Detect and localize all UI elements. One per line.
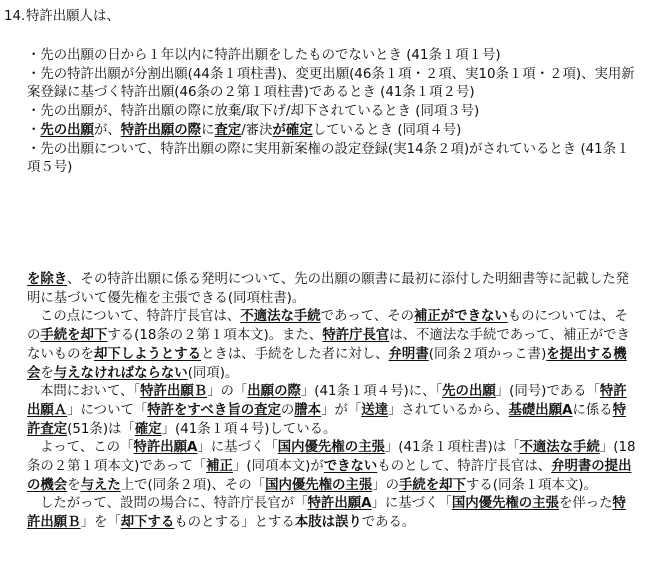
- emphasis-underline: [322, 328, 389, 343]
- emphasis-underline: [121, 123, 201, 138]
- emphasis-text: 特許出願Ｂ: [140, 384, 208, 400]
- text-run: であって、その: [320, 309, 415, 325]
- text-run: 」(41条１項柱書)は「: [384, 440, 520, 456]
- text-run: 」(41条１項４号)に、「: [300, 384, 443, 400]
- emphasis-text: 国内優先権の主張: [265, 477, 373, 493]
- text-run: に係る: [572, 402, 613, 418]
- bold-text: 本肢は誤り: [294, 515, 362, 531]
- text-run: ・先の特許出願が分割出願(44条１項柱書)、変更出願(46条１項・２項、実10条１項・２項)、実用新案登録に基づく特許出願(46条の２第１項柱書)であるとき (41条１項２号): [27, 66, 635, 101]
- emphasis-text: 不適法な手続: [519, 440, 600, 456]
- text-run: 」(同項本文)が: [232, 459, 324, 475]
- emphasis-underline: [294, 403, 321, 418]
- emphasis-text: 弁明書の提出の機会: [27, 459, 632, 493]
- text-run: は、不適法な手続であって、補正ができないものを: [27, 328, 630, 362]
- emphasis-text: 却下しようとする: [93, 346, 202, 362]
- explanation-paragraph: [27, 271, 639, 308]
- text-run: この点について、特許庁長官は、: [40, 309, 241, 325]
- text-run: 」の: [372, 477, 399, 493]
- emphasis-underline: [40, 123, 94, 138]
- emphasis-underline: [147, 403, 281, 418]
- text-run: 上で(同条２項)、その「: [120, 477, 266, 493]
- emphasis-underline: [81, 478, 121, 493]
- text-run: 」に基づく「: [371, 496, 452, 512]
- text-run: ものについては、その: [27, 309, 628, 344]
- text-run: ・先の出願について、特許出願の際に実用新案権の設定登録(実14条２項)がされているとき (41条１項５号): [27, 141, 630, 176]
- emphasis-underline: [399, 478, 466, 493]
- emphasis-underline: [278, 440, 385, 455]
- exception-item: [27, 141, 639, 178]
- emphasis-underline: [135, 422, 162, 437]
- emphasis-text: 不適法な手続: [240, 309, 321, 325]
- emphasis-underline: [509, 403, 573, 418]
- emphasis-underline: [94, 347, 201, 362]
- emphasis-text: 先の出願: [40, 122, 94, 138]
- emphasis-text: 特許出願の際: [120, 122, 202, 138]
- emphasis-text: 与えなければならない: [53, 365, 188, 381]
- text-run: しているとき (同項４号): [312, 122, 462, 138]
- emphasis-underline: [247, 384, 301, 399]
- text-run: 」を「: [80, 515, 121, 531]
- text-run: ときは、手続をした者に対し、: [201, 346, 389, 362]
- text-run: である。: [361, 515, 416, 531]
- emphasis-text: 特許庁長官: [322, 328, 390, 344]
- text-run: したがって、設問の場合に、特許庁長官が「: [40, 496, 308, 512]
- emphasis-underline: [389, 347, 429, 362]
- explanation-paragraph: [27, 439, 639, 495]
- text-run: を伴った: [558, 496, 613, 512]
- text-run: 本問において、「: [40, 384, 141, 400]
- emphasis-text: 却下する: [120, 515, 175, 531]
- emphasis-text: 先の出願: [442, 384, 496, 400]
- emphasis-underline: [206, 459, 233, 474]
- emphasis-text: が確定: [272, 122, 313, 138]
- emphasis-underline: [214, 123, 241, 138]
- emphasis-underline: [520, 440, 600, 455]
- emphasis-text: 査定: [214, 122, 242, 138]
- emphasis-text: 特許出願Ｂ: [27, 496, 626, 531]
- emphasis-text: 国内優先権の主張: [451, 496, 559, 512]
- text-run: 」(41条１項４号)している。: [161, 421, 337, 437]
- emphasis-text: 送達: [361, 402, 389, 418]
- emphasis-underline: [240, 309, 320, 324]
- text-run: (同項)。: [187, 365, 239, 381]
- text-run: 」(同号)である「: [495, 384, 600, 400]
- exception-item: [27, 122, 639, 141]
- emphasis-text: 手続を却下: [40, 328, 108, 344]
- text-run: ものとして、特許庁長官は、: [377, 459, 552, 475]
- text-run: ・先の出願の日から１年以内に特許出願をしたものでないとき (41条１項１号): [27, 48, 501, 63]
- text-run: 」の「: [207, 384, 248, 400]
- item-heading: [4, 8, 120, 27]
- emphasis-text: 補正ができない: [414, 309, 508, 325]
- emphasis-text: 与えた: [80, 477, 121, 493]
- emphasis-underline: [442, 384, 496, 399]
- emphasis-text: 特許出願A: [307, 496, 372, 512]
- explanation-body: [27, 271, 639, 533]
- text-run: (51条)は「: [67, 421, 135, 437]
- emphasis-text: を提出する機会: [27, 346, 627, 381]
- text-run: 、その特許出願に係る発明について、先の出願の願書に最初に添付した明細書等に記載した発明に基づいて優先権を主張できる(同項柱書)。: [27, 272, 630, 306]
- emphasis-underline: [54, 366, 188, 381]
- text-run: ・先の出願が、特許出願の際に放棄/取下げ/却下されているとき (同項３号): [27, 104, 480, 120]
- explanation-paragraph: [27, 383, 639, 439]
- text-run: が、: [93, 122, 121, 138]
- text-run: /審決: [241, 122, 273, 138]
- emphasis-underline: [133, 440, 197, 455]
- text-run: を: [40, 365, 54, 381]
- emphasis-underline: [27, 272, 67, 287]
- item-heading-text: 特許出願人は、: [26, 9, 120, 24]
- text-run: を: [67, 477, 81, 493]
- text-run: ・: [27, 122, 41, 138]
- emphasis-text: 手続を却下: [399, 477, 466, 493]
- text-run: 」されているから、: [388, 402, 509, 418]
- emphasis-text: できない: [323, 459, 378, 475]
- emphasis-underline: [324, 459, 378, 474]
- emphasis-underline: [140, 384, 207, 399]
- emphasis-underline: [273, 123, 313, 138]
- text-run: の: [280, 402, 295, 418]
- emphasis-text: 国内優先権の主張: [277, 440, 385, 456]
- text-run: する(同条１項本文)。: [465, 477, 597, 493]
- emphasis-text: 弁明書: [388, 346, 429, 362]
- emphasis-underline: [308, 496, 372, 511]
- text-run: 」(18条の２第１項本文)であって「: [27, 440, 636, 475]
- text-run: よって、この「: [40, 440, 134, 456]
- text-run: に: [201, 122, 215, 138]
- emphasis-underline: [121, 515, 175, 530]
- emphasis-underline: [452, 496, 559, 511]
- exception-item: [27, 103, 639, 122]
- emphasis-text: 謄本: [294, 402, 322, 418]
- emphasis-text: 特許査定: [27, 402, 627, 437]
- item-number: 14.: [4, 9, 26, 24]
- exception-list: [27, 47, 639, 178]
- emphasis-text: 特許出願A: [133, 440, 198, 456]
- emphasis-text: 補正: [206, 459, 233, 475]
- emphasis-underline: [265, 478, 372, 493]
- emphasis-text: 基礎出願A: [508, 402, 573, 418]
- emphasis-underline: [40, 328, 107, 343]
- emphasis-text: 特許出願Ａ: [27, 384, 627, 418]
- exception-item: [27, 66, 639, 103]
- text-run: ものとする」とする: [174, 515, 295, 531]
- explanation-paragraph: [27, 308, 639, 383]
- emphasis-underline: [414, 309, 508, 324]
- emphasis-text: 出願の際: [247, 384, 301, 400]
- exception-item: [27, 47, 639, 66]
- text-run: 」について「: [67, 402, 148, 418]
- text-run: (同条２項かっこ書): [428, 346, 547, 362]
- emphasis-underline: [361, 403, 388, 418]
- emphasis-text: 特許をすべき旨の査定: [147, 402, 281, 418]
- text-run: する(18条の２第１項本文)。また、: [107, 328, 323, 344]
- text-run: 」が「: [321, 402, 362, 418]
- text-run: 」に基づく「: [197, 440, 278, 456]
- explanation-paragraph: [27, 495, 639, 532]
- emphasis-text: を除き: [27, 272, 68, 287]
- emphasis-text: 確定: [134, 421, 162, 437]
